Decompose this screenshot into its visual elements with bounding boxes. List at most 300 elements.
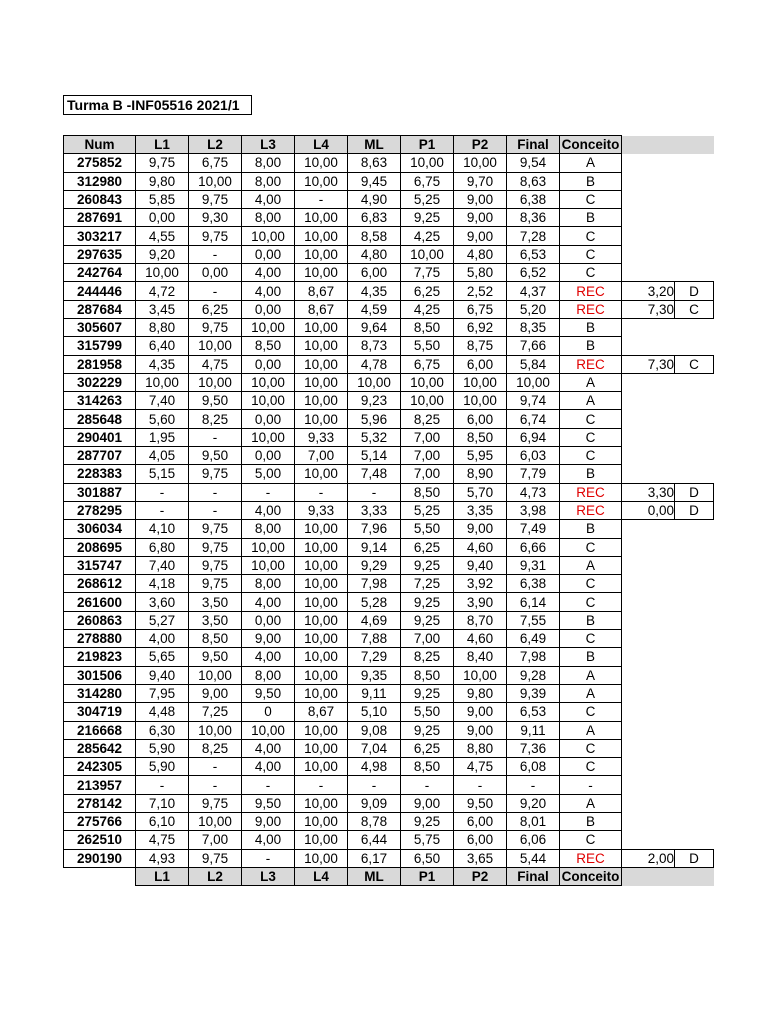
cell-final: 9,11 bbox=[507, 721, 560, 739]
table-row bbox=[64, 392, 714, 410]
cell-rec-grade bbox=[622, 227, 675, 245]
cell-l1: 0,00 bbox=[136, 209, 189, 227]
cell-rec-grade bbox=[622, 190, 675, 208]
cell-conceito: B bbox=[560, 209, 622, 227]
cell-l3: 0,00 bbox=[242, 611, 295, 629]
cell-l3: 4,00 bbox=[242, 282, 295, 300]
cell-num: 306034 bbox=[64, 520, 136, 538]
cell-ml: 9,09 bbox=[348, 794, 401, 812]
cell-ml: 3,33 bbox=[348, 501, 401, 519]
cell-l4: 10,00 bbox=[295, 684, 348, 702]
cell-l3: 4,00 bbox=[242, 190, 295, 208]
cell-p1: 9,25 bbox=[401, 611, 454, 629]
cell-p1: 9,25 bbox=[401, 812, 454, 830]
cell-num: 304719 bbox=[64, 703, 136, 721]
cell-l4: 10,00 bbox=[295, 264, 348, 282]
cell-rec-conceito bbox=[675, 812, 714, 830]
cell-l1: 6,80 bbox=[136, 538, 189, 556]
cell-ml: 9,11 bbox=[348, 684, 401, 702]
cell-l4: 10,00 bbox=[295, 227, 348, 245]
cell-num: 228383 bbox=[64, 465, 136, 483]
cell-rec-conceito bbox=[675, 703, 714, 721]
cell-p2: 10,00 bbox=[454, 154, 507, 172]
cell-l4: 10,00 bbox=[295, 465, 348, 483]
cell-l3: 10,00 bbox=[242, 538, 295, 556]
cell-ml: 8,78 bbox=[348, 812, 401, 830]
table-row bbox=[64, 410, 714, 428]
cell-num: 213957 bbox=[64, 776, 136, 794]
cell-ml: 5,14 bbox=[348, 447, 401, 465]
cell-conceito: A bbox=[560, 556, 622, 574]
cell-final: 6,06 bbox=[507, 831, 560, 849]
cell-l1: 4,10 bbox=[136, 520, 189, 538]
cell-l4: 10,00 bbox=[295, 520, 348, 538]
cell-l1: - bbox=[136, 501, 189, 519]
cell-p2: 4,60 bbox=[454, 538, 507, 556]
cell-final: 6,53 bbox=[507, 245, 560, 263]
cell-num: 262510 bbox=[64, 831, 136, 849]
cell-conceito: B bbox=[560, 318, 622, 336]
cell-p2: 3,35 bbox=[454, 501, 507, 519]
cell-final: 7,36 bbox=[507, 739, 560, 757]
cell-num: 260863 bbox=[64, 611, 136, 629]
cell-p2: 9,80 bbox=[454, 684, 507, 702]
cell-num: 287691 bbox=[64, 209, 136, 227]
cell-l2: 8,25 bbox=[189, 739, 242, 757]
cell-l1: - bbox=[136, 483, 189, 501]
header-l3: L3 bbox=[242, 136, 295, 154]
cell-l1: 6,10 bbox=[136, 812, 189, 830]
cell-final: - bbox=[507, 776, 560, 794]
cell-l2: - bbox=[189, 483, 242, 501]
cell-l1: 6,40 bbox=[136, 337, 189, 355]
cell-l2: 3,50 bbox=[189, 611, 242, 629]
cell-l4: 10,00 bbox=[295, 739, 348, 757]
cell-l4: 10,00 bbox=[295, 154, 348, 172]
cell-l2: 9,00 bbox=[189, 684, 242, 702]
cell-l1: 7,40 bbox=[136, 556, 189, 574]
cell-final: 9,31 bbox=[507, 556, 560, 574]
cell-p2: 9,00 bbox=[454, 190, 507, 208]
cell-l3: 0,00 bbox=[242, 355, 295, 373]
cell-rec-conceito bbox=[675, 447, 714, 465]
cell-l4: 9,33 bbox=[295, 428, 348, 446]
cell-l1: 4,55 bbox=[136, 227, 189, 245]
cell-ml: 7,04 bbox=[348, 739, 401, 757]
header-l2: L2 bbox=[189, 136, 242, 154]
cell-p1: 7,75 bbox=[401, 264, 454, 282]
cell-l3: 9,50 bbox=[242, 794, 295, 812]
cell-l1: 4,18 bbox=[136, 575, 189, 593]
cell-num: 302229 bbox=[64, 373, 136, 391]
cell-ml: 8,58 bbox=[348, 227, 401, 245]
cell-p1: 5,50 bbox=[401, 703, 454, 721]
cell-l4: 10,00 bbox=[295, 337, 348, 355]
table-row bbox=[64, 209, 714, 227]
cell-final: 7,28 bbox=[507, 227, 560, 245]
header-p1: P1 bbox=[401, 136, 454, 154]
cell-rec-conceito bbox=[675, 739, 714, 757]
cell-l4: 10,00 bbox=[295, 812, 348, 830]
cell-l3: 0,00 bbox=[242, 410, 295, 428]
cell-l2: 10,00 bbox=[189, 373, 242, 391]
cell-l2: 9,75 bbox=[189, 318, 242, 336]
cell-l4: 8,67 bbox=[295, 282, 348, 300]
cell-num: 208695 bbox=[64, 538, 136, 556]
cell-l4: 10,00 bbox=[295, 611, 348, 629]
cell-p2: 8,80 bbox=[454, 739, 507, 757]
cell-final: 6,14 bbox=[507, 593, 560, 611]
cell-num: 260843 bbox=[64, 190, 136, 208]
cell-rec-grade bbox=[622, 776, 675, 794]
cell-ml: 9,64 bbox=[348, 318, 401, 336]
cell-ml: 7,29 bbox=[348, 648, 401, 666]
cell-p2: 5,80 bbox=[454, 264, 507, 282]
cell-conceito: A bbox=[560, 721, 622, 739]
cell-num: 303217 bbox=[64, 227, 136, 245]
cell-final: 6,66 bbox=[507, 538, 560, 556]
cell-rec-conceito: D bbox=[675, 849, 714, 867]
table-row bbox=[64, 373, 714, 391]
cell-p2: 3,92 bbox=[454, 575, 507, 593]
cell-l2: 0,00 bbox=[189, 264, 242, 282]
cell-l4: 10,00 bbox=[295, 355, 348, 373]
cell-l3: 4,00 bbox=[242, 648, 295, 666]
cell-num: 244446 bbox=[64, 282, 136, 300]
cell-conceito: B bbox=[560, 520, 622, 538]
cell-ml: 7,96 bbox=[348, 520, 401, 538]
cell-ml: 6,83 bbox=[348, 209, 401, 227]
cell-l1: 5,60 bbox=[136, 410, 189, 428]
cell-conceito: A bbox=[560, 154, 622, 172]
cell-conceito: B bbox=[560, 812, 622, 830]
cell-ml: 9,14 bbox=[348, 538, 401, 556]
cell-final: 6,94 bbox=[507, 428, 560, 446]
cell-p2: 8,70 bbox=[454, 611, 507, 629]
cell-l2: - bbox=[189, 282, 242, 300]
table-row bbox=[64, 812, 714, 830]
table-row bbox=[64, 264, 714, 282]
cell-l4: 10,00 bbox=[295, 410, 348, 428]
cell-rec-grade bbox=[622, 556, 675, 574]
cell-ml: - bbox=[348, 483, 401, 501]
cell-rec-conceito bbox=[675, 630, 714, 648]
cell-p1: 6,25 bbox=[401, 282, 454, 300]
cell-final: 9,20 bbox=[507, 794, 560, 812]
cell-p2: 9,00 bbox=[454, 227, 507, 245]
footer-blank bbox=[675, 867, 714, 885]
table-row bbox=[64, 483, 714, 501]
cell-l4: 10,00 bbox=[295, 666, 348, 684]
table-row bbox=[64, 758, 714, 776]
cell-conceito: REC bbox=[560, 355, 622, 373]
cell-final: 6,03 bbox=[507, 447, 560, 465]
cell-l3: 0,00 bbox=[242, 245, 295, 263]
footer-conceito: Conceito bbox=[560, 867, 622, 885]
cell-rec-grade: 3,20 bbox=[622, 282, 675, 300]
cell-l1: 9,20 bbox=[136, 245, 189, 263]
cell-p2: 6,75 bbox=[454, 300, 507, 318]
cell-num: 301887 bbox=[64, 483, 136, 501]
cell-conceito: A bbox=[560, 666, 622, 684]
cell-final: 9,39 bbox=[507, 684, 560, 702]
cell-l3: 10,00 bbox=[242, 721, 295, 739]
cell-final: 7,55 bbox=[507, 611, 560, 629]
cell-rec-grade bbox=[622, 392, 675, 410]
cell-l2: 9,75 bbox=[189, 849, 242, 867]
cell-l3: 4,00 bbox=[242, 831, 295, 849]
cell-l4: 8,67 bbox=[295, 703, 348, 721]
cell-rec-conceito bbox=[675, 154, 714, 172]
cell-final: 7,66 bbox=[507, 337, 560, 355]
table-row bbox=[64, 703, 714, 721]
cell-ml: 4,90 bbox=[348, 190, 401, 208]
cell-rec-conceito bbox=[675, 428, 714, 446]
cell-final: 9,74 bbox=[507, 392, 560, 410]
cell-p2: 10,00 bbox=[454, 392, 507, 410]
cell-num: 285642 bbox=[64, 739, 136, 757]
cell-l1: 5,85 bbox=[136, 190, 189, 208]
cell-l2: 10,00 bbox=[189, 337, 242, 355]
cell-rec-conceito bbox=[675, 410, 714, 428]
cell-p2: 9,00 bbox=[454, 209, 507, 227]
cell-num: 275852 bbox=[64, 154, 136, 172]
cell-l1: 9,75 bbox=[136, 154, 189, 172]
footer-row bbox=[64, 867, 714, 885]
cell-l2: - bbox=[189, 501, 242, 519]
cell-conceito: C bbox=[560, 190, 622, 208]
header-num: Num bbox=[64, 136, 136, 154]
cell-conceito: C bbox=[560, 593, 622, 611]
cell-final: 8,63 bbox=[507, 172, 560, 190]
cell-p2: 2,52 bbox=[454, 282, 507, 300]
cell-l3: 9,00 bbox=[242, 812, 295, 830]
cell-l3: 9,00 bbox=[242, 630, 295, 648]
cell-l3: 9,50 bbox=[242, 684, 295, 702]
cell-p2: 5,95 bbox=[454, 447, 507, 465]
header-conceito: Conceito bbox=[560, 136, 622, 154]
cell-l1: 7,95 bbox=[136, 684, 189, 702]
cell-l3: 0 bbox=[242, 703, 295, 721]
grades-table bbox=[63, 135, 714, 886]
cell-ml: 5,28 bbox=[348, 593, 401, 611]
cell-p1: 5,25 bbox=[401, 501, 454, 519]
cell-rec-grade bbox=[622, 666, 675, 684]
cell-rec-grade bbox=[622, 373, 675, 391]
cell-l3: 8,00 bbox=[242, 172, 295, 190]
cell-conceito: REC bbox=[560, 483, 622, 501]
cell-l2: 8,25 bbox=[189, 410, 242, 428]
cell-rec-conceito bbox=[675, 611, 714, 629]
cell-final: 10,00 bbox=[507, 373, 560, 391]
table-row bbox=[64, 648, 714, 666]
cell-p1: 9,25 bbox=[401, 684, 454, 702]
footer-p2: P2 bbox=[454, 867, 507, 885]
cell-ml: 7,98 bbox=[348, 575, 401, 593]
cell-l3: 8,00 bbox=[242, 520, 295, 538]
cell-num: 216668 bbox=[64, 721, 136, 739]
cell-l2: 7,25 bbox=[189, 703, 242, 721]
cell-p1: 9,25 bbox=[401, 593, 454, 611]
cell-p2: 9,00 bbox=[454, 703, 507, 721]
cell-p1: 8,25 bbox=[401, 410, 454, 428]
cell-rec-conceito bbox=[675, 465, 714, 483]
cell-conceito: REC bbox=[560, 501, 622, 519]
cell-rec-grade bbox=[622, 812, 675, 830]
cell-p1: 6,25 bbox=[401, 538, 454, 556]
cell-l3: 4,00 bbox=[242, 264, 295, 282]
table-row bbox=[64, 282, 714, 300]
cell-p2: 6,00 bbox=[454, 831, 507, 849]
cell-p2: 3,65 bbox=[454, 849, 507, 867]
table-row bbox=[64, 538, 714, 556]
cell-rec-grade: 2,00 bbox=[622, 849, 675, 867]
sheet-title: Turma B -INF05516 2021/1 bbox=[63, 95, 252, 115]
cell-ml: 4,78 bbox=[348, 355, 401, 373]
cell-rec-grade bbox=[622, 575, 675, 593]
cell-conceito: REC bbox=[560, 300, 622, 318]
cell-ml: 10,00 bbox=[348, 373, 401, 391]
cell-l1: 4,35 bbox=[136, 355, 189, 373]
cell-conceito: C bbox=[560, 758, 622, 776]
table-row bbox=[64, 337, 714, 355]
cell-p1: 5,50 bbox=[401, 337, 454, 355]
cell-l1: 8,80 bbox=[136, 318, 189, 336]
cell-l4: 10,00 bbox=[295, 392, 348, 410]
cell-conceito: REC bbox=[560, 849, 622, 867]
cell-num: 312980 bbox=[64, 172, 136, 190]
cell-l2: 9,75 bbox=[189, 520, 242, 538]
cell-p1: 6,25 bbox=[401, 739, 454, 757]
table-row bbox=[64, 611, 714, 629]
cell-rec-conceito bbox=[675, 648, 714, 666]
cell-p2: 3,90 bbox=[454, 593, 507, 611]
cell-conceito: C bbox=[560, 410, 622, 428]
cell-l2: 4,75 bbox=[189, 355, 242, 373]
cell-l1: 7,10 bbox=[136, 794, 189, 812]
cell-final: 7,98 bbox=[507, 648, 560, 666]
cell-rec-grade bbox=[622, 630, 675, 648]
table-row bbox=[64, 849, 714, 867]
cell-l4: 10,00 bbox=[295, 373, 348, 391]
header-l4: L4 bbox=[295, 136, 348, 154]
cell-final: 6,38 bbox=[507, 190, 560, 208]
cell-l2: 9,75 bbox=[189, 190, 242, 208]
footer-l2: L2 bbox=[189, 867, 242, 885]
table-row bbox=[64, 501, 714, 519]
footer-p1: P1 bbox=[401, 867, 454, 885]
cell-p2: 9,00 bbox=[454, 721, 507, 739]
cell-final: 6,08 bbox=[507, 758, 560, 776]
cell-conceito: A bbox=[560, 392, 622, 410]
cell-l2: - bbox=[189, 758, 242, 776]
cell-p1: 9,25 bbox=[401, 556, 454, 574]
cell-p1: - bbox=[401, 776, 454, 794]
cell-p1: 8,50 bbox=[401, 483, 454, 501]
cell-ml: 4,98 bbox=[348, 758, 401, 776]
cell-l2: 7,00 bbox=[189, 831, 242, 849]
cell-rec-grade bbox=[622, 593, 675, 611]
cell-l2: - bbox=[189, 428, 242, 446]
table-row bbox=[64, 465, 714, 483]
cell-l4: 10,00 bbox=[295, 575, 348, 593]
cell-l2: 9,75 bbox=[189, 575, 242, 593]
header-p2: P2 bbox=[454, 136, 507, 154]
cell-l3: 8,00 bbox=[242, 575, 295, 593]
cell-final: 4,37 bbox=[507, 282, 560, 300]
cell-rec-conceito bbox=[675, 264, 714, 282]
cell-l2: 6,25 bbox=[189, 300, 242, 318]
table-row bbox=[64, 666, 714, 684]
cell-final: 6,52 bbox=[507, 264, 560, 282]
table-row bbox=[64, 300, 714, 318]
cell-num: 314280 bbox=[64, 684, 136, 702]
cell-ml: 4,59 bbox=[348, 300, 401, 318]
cell-ml: 8,63 bbox=[348, 154, 401, 172]
cell-l3: 8,00 bbox=[242, 209, 295, 227]
cell-num: 219823 bbox=[64, 648, 136, 666]
cell-num: 290401 bbox=[64, 428, 136, 446]
cell-l4: 9,33 bbox=[295, 501, 348, 519]
cell-conceito: REC bbox=[560, 282, 622, 300]
cell-num: 315747 bbox=[64, 556, 136, 574]
cell-rec-grade bbox=[622, 739, 675, 757]
cell-num: 305607 bbox=[64, 318, 136, 336]
cell-l3: 4,00 bbox=[242, 501, 295, 519]
cell-p1: 6,75 bbox=[401, 355, 454, 373]
cell-p2: 4,60 bbox=[454, 630, 507, 648]
footer-l1: L1 bbox=[136, 867, 189, 885]
cell-rec-conceito: C bbox=[675, 300, 714, 318]
cell-final: 7,79 bbox=[507, 465, 560, 483]
cell-rec-grade bbox=[622, 245, 675, 263]
cell-l1: 5,90 bbox=[136, 739, 189, 757]
cell-l4: 10,00 bbox=[295, 245, 348, 263]
cell-rec-grade bbox=[622, 337, 675, 355]
cell-rec-grade bbox=[622, 538, 675, 556]
cell-rec-conceito bbox=[675, 318, 714, 336]
cell-l3: 5,00 bbox=[242, 465, 295, 483]
cell-l2: 10,00 bbox=[189, 666, 242, 684]
cell-ml: 7,88 bbox=[348, 630, 401, 648]
cell-final: 6,74 bbox=[507, 410, 560, 428]
cell-num: 287707 bbox=[64, 447, 136, 465]
cell-rec-conceito bbox=[675, 575, 714, 593]
cell-final: 5,44 bbox=[507, 849, 560, 867]
cell-conceito: A bbox=[560, 373, 622, 391]
cell-conceito: B bbox=[560, 337, 622, 355]
cell-conceito: C bbox=[560, 739, 622, 757]
cell-conceito: C bbox=[560, 575, 622, 593]
cell-rec-grade bbox=[622, 684, 675, 702]
cell-ml: 9,45 bbox=[348, 172, 401, 190]
cell-rec-conceito: D bbox=[675, 483, 714, 501]
table-row bbox=[64, 684, 714, 702]
table-row bbox=[64, 776, 714, 794]
cell-ml: 9,23 bbox=[348, 392, 401, 410]
cell-final: 9,54 bbox=[507, 154, 560, 172]
cell-rec-conceito: D bbox=[675, 501, 714, 519]
cell-final: 5,20 bbox=[507, 300, 560, 318]
cell-p2: 4,75 bbox=[454, 758, 507, 776]
cell-l1: 3,45 bbox=[136, 300, 189, 318]
cell-num: 278295 bbox=[64, 501, 136, 519]
cell-l2: 9,50 bbox=[189, 648, 242, 666]
header-ml: ML bbox=[348, 136, 401, 154]
cell-rec-conceito bbox=[675, 593, 714, 611]
cell-rec-conceito bbox=[675, 776, 714, 794]
cell-num: 281958 bbox=[64, 355, 136, 373]
